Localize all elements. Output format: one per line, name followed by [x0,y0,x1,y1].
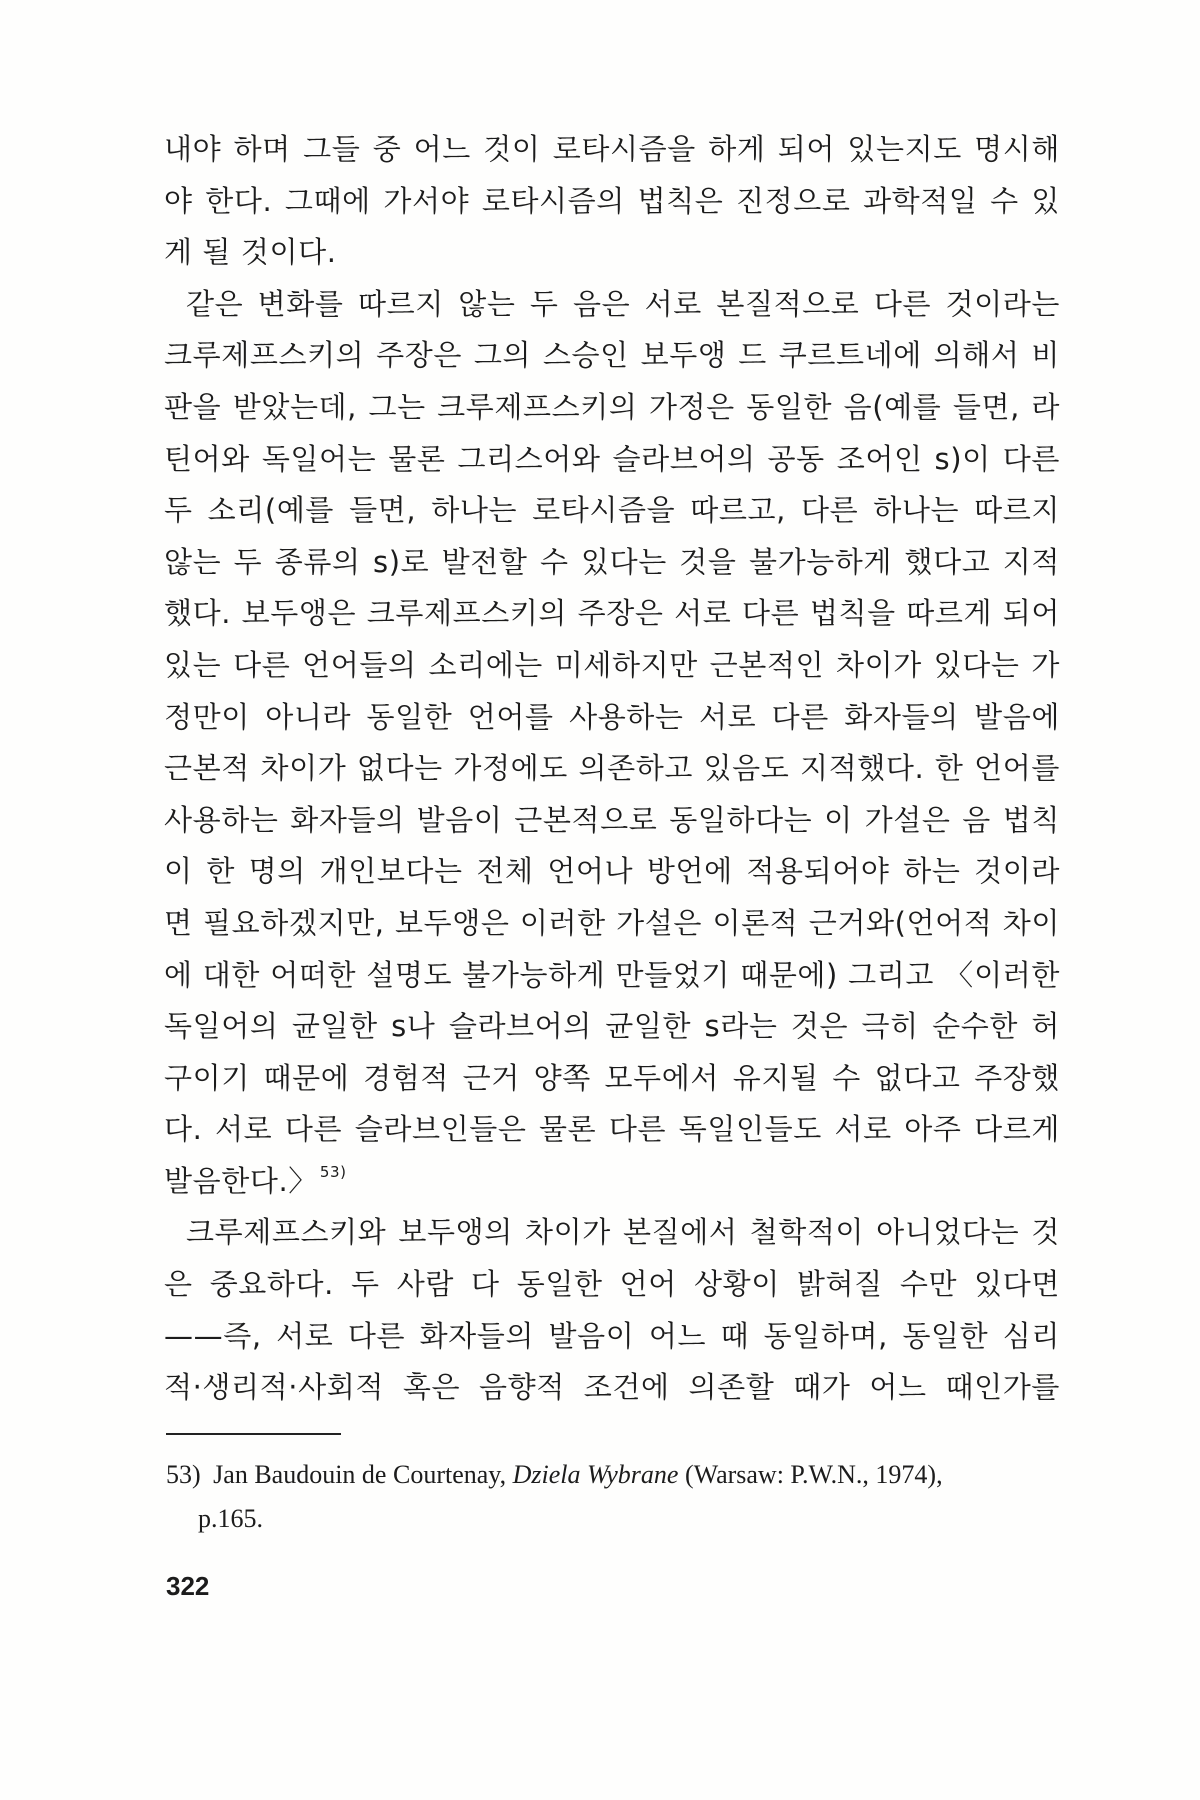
text-line: 다. 서로 다른 슬라브인들은 물론 다른 독일인들도 서로 아주 다르게 [164,1112,1060,1147]
text-line: 이 한 명의 개인보다는 전체 언어나 방언에 적용되어야 하는 것이라 [164,854,1060,889]
footnote-title: Dziela Wybrane [512,1460,679,1489]
text-line: 은 중요하다. 두 사람 다 동일한 언어 상황이 밝혀질 수만 있다면 [164,1267,1060,1302]
text-line: 적·생리적·사회적 혹은 음향적 조건에 의존할 때가 어느 때인가를 [164,1370,1060,1405]
footnote-number: 53) [166,1460,201,1489]
text-line: 두 소리(예를 들면, 하나는 로타시즘을 따르고, 다른 하나는 따르지 [164,493,1060,528]
paragraph-1 [164,124,1060,279]
text-line: 내야 하며 그들 중 어느 것이 로타시즘을 하게 되어 있는지도 명시해 [164,132,1060,166]
text-line: 사용하는 화자들의 발음이 근본적으로 동일하다는 이 가설은 음 법칙 [164,802,1060,837]
text-line: 크루제프스키의 주장은 그의 스승인 보두앵 드 쿠르트네에 의해서 비 [164,338,1060,373]
text-line-last [164,1156,1060,1208]
text-line: 틴어와 독일어는 물론 그리스어와 슬라브어의 공동 조어인 s)이 다른 [164,441,1060,476]
text-line-content: 발음한다.〉 [164,1163,318,1198]
paragraph-2 [164,279,1060,1208]
text-line: 있는 다른 언어들의 소리에는 미세하지만 근본적인 차이가 있다는 가 [164,647,1060,682]
text-line: 정만이 아니라 동일한 언어를 사용하는 서로 다른 화자들의 발음에 [164,699,1060,734]
text-line: 면 필요하겠지만, 보두앵은 이러한 가설은 이론적 근거와(언어적 차이 [164,905,1060,940]
footnote-divider [166,1433,341,1435]
text-line: 구이기 때문에 경험적 근거 양쪽 모두에서 유지될 수 없다고 주장했 [164,1060,1060,1095]
text-line: 에 대한 어떠한 설명도 불가능하게 만들었기 때문에) 그리고 〈이러한 [164,957,1060,992]
footnote-reference[interactable]: 53) [319,1162,347,1181]
text-line: 야 한다. 그때에 가서야 로타시즘의 법칙은 진정으로 과학적일 수 있 [164,183,1060,218]
text-line: 같은 변화를 따르지 않는 두 음은 서로 본질적으로 다른 것이라는 [186,286,1060,321]
body-text [164,124,1060,1414]
text-line: 독일어의 균일한 s나 슬라브어의 균일한 s라는 것은 극히 순수한 허 [164,1009,1060,1044]
text-line: 판을 받았는데, 그는 크루제프스키의 가정은 동일한 음(예를 들면, 라 [164,389,1060,424]
text-line: 크루제프스키와 보두앵의 차이가 본질에서 철학적이 아니었다는 것 [186,1215,1060,1250]
page-number: 322 [166,1571,210,1601]
text-line: ——즉, 서로 다른 화자들의 발음이 어느 때 동일하며, 동일한 심리 [164,1318,1060,1353]
footnote-page: p.165. [198,1504,263,1533]
text-line: 근본적 차이가 없다는 가정에도 의존하고 있음도 지적했다. 한 언어를 [164,751,1060,786]
paragraph-3 [164,1207,1060,1413]
footnote [166,1453,1066,1541]
footnote-author: Jan Baudouin de Courtenay, [213,1460,507,1489]
footnote-publication: (Warsaw: P.W.N., 1974), [684,1460,943,1489]
text-line: 했다. 보두앵은 크루제프스키의 주장은 서로 다른 법칙을 따르게 되어 [164,596,1060,631]
text-line: 않는 두 종류의 s)로 발전할 수 있다는 것을 불가능하게 했다고 지적 [164,544,1060,579]
text-line: 게 될 것이다. [164,235,337,270]
